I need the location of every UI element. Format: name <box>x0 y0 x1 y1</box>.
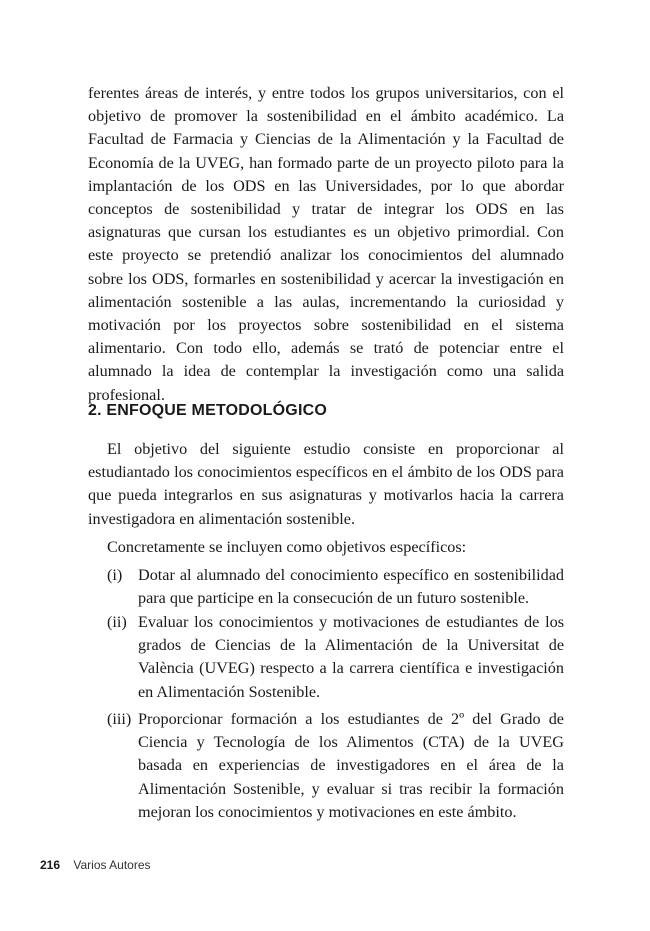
intro-paragraph: ferentes áreas de interés, y entre todos los grupos universitarios, con el objetivo de promover la sostenibilidad en el ámbito académico. La Facultad de Farmacia y Ciencias de la Alimentación y la Facultad de Economía de la UVEG, han formado parte de un proyecto piloto para la implantación de los ODS en las Universidades, por lo que abordar conceptos de sostenibilidad y tratar de integrar los ODS en las asignaturas que cursan los estudiantes es un objetivo primordial. Con este proyecto se pretendió analizar los conocimientos del alumnado sobre los ODS, formarles en sostenibilidad y acercar la investigación en alimentación sostenible a las aulas, incrementando la curiosidad y motivación por los proyectos sobre sostenibilidad en el sistema alimentario. Con todo ello, además se trató de potenciar entre el alumnado la idea de contemplar la investigación como una salida profesional. <box>88 84 564 404</box>
list-item-number: (i) <box>107 566 123 584</box>
list-item-number: (ii) <box>107 613 127 631</box>
objectives-lead: Concretamente se incluyen como objetivos específicos: <box>107 538 467 556</box>
page-number: 216 <box>40 858 61 872</box>
list-item-text: Dotar al alumnado del conocimiento específico en sostenibilidad para que participe en la consecución de un futuro sostenible. <box>138 566 564 608</box>
objectives-list-item-3 <box>88 708 564 824</box>
list-item-text: Evaluar los conocimientos y motivaciones de estudiantes de los grados de Ciencias de la Alimentación de la Universitat de València (UVEG) respecto a la carrera científica e investigación en Alimentación Sostenible. <box>138 613 564 701</box>
section-heading: 2. ENFOQUE METODOLÓGICO <box>88 402 327 419</box>
objective-paragraph: El objetivo del siguiente estudio consiste en proporcionar al estudiantado los conocimientos específicos en el ámbito de los ODS para que pueda integrarlos en sus asignaturas y motivarlos hacia la carrera investigadora en alimentación sostenible. <box>88 440 564 528</box>
page-footer <box>40 858 151 872</box>
objectives-list-item-2 <box>88 611 564 704</box>
list-item-number: (iii) <box>107 710 132 728</box>
running-title: Varios Autores <box>73 858 151 872</box>
list-item-text: Proporcionar formación a los estudiantes de 2º del Grado de Ciencia y Tecnología de los Alimentos (CTA) de la UVEG basada en experiencias de investigadores en el área de la Alimentación Sostenible, y evaluar si tras recibir la formación mejoran los conocimientos y motivaciones en este ámbito. <box>138 710 564 821</box>
objectives-list-item-1 <box>88 564 564 610</box>
